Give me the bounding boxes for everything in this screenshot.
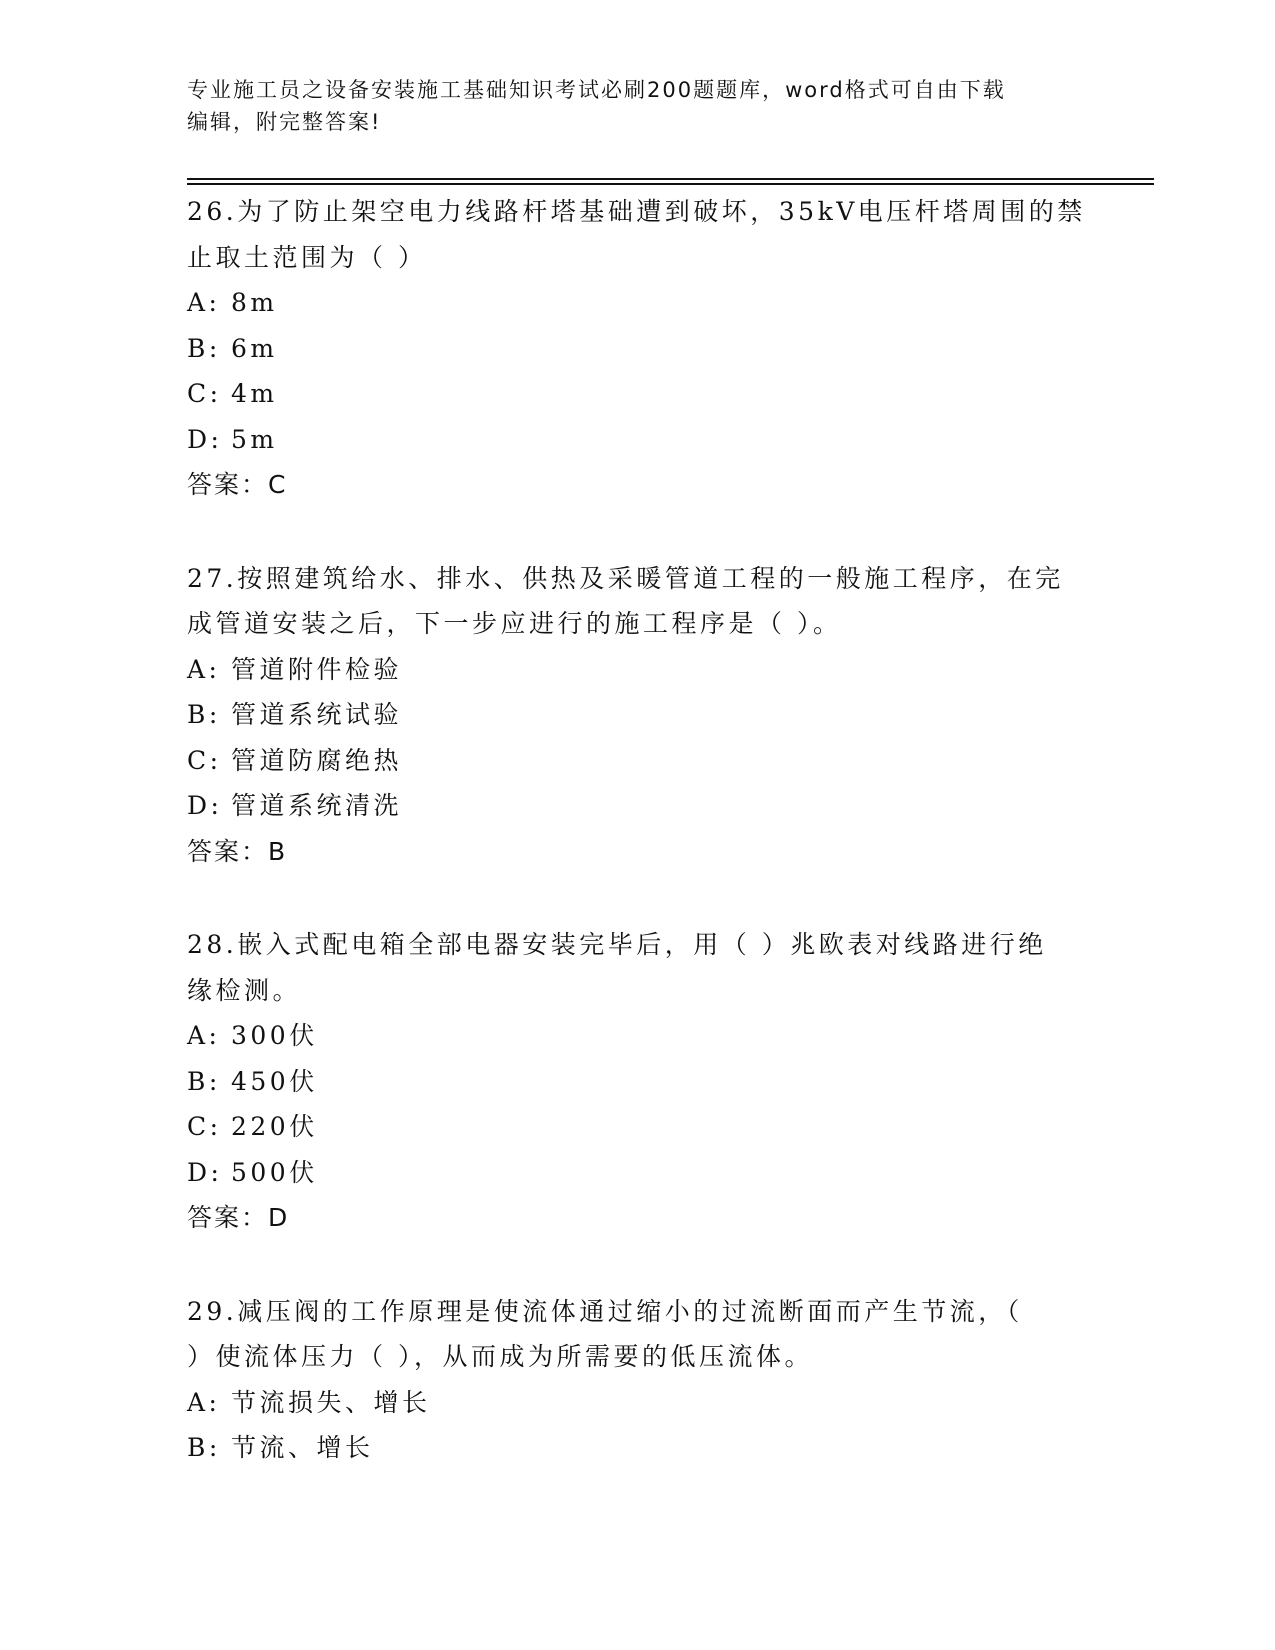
question-26 [187,189,1097,508]
option-letter: A: [187,1387,221,1417]
option-b [187,1059,1097,1105]
header-divider-bottom [187,183,1154,185]
header-divider-top [187,178,1154,180]
option-letter: B: [187,1433,221,1462]
stem-line-1: 26.为了防止架空电力线路杆塔基础遭到破坏，35kV电压杆塔周围的禁 [187,197,1086,226]
option-letter: D: [187,424,223,454]
option-text: 6m [231,333,278,363]
option-letter: B: [187,1066,221,1096]
option-a [187,1013,1097,1059]
option-c [187,738,1097,784]
option-text: 管道系统清洗 [231,791,403,820]
answer-line: 答案：C [187,470,288,499]
question-29 [187,1289,1097,1471]
option-letter: B: [187,700,221,729]
option-a [187,1380,1097,1426]
header-line-2: 编辑，附完整答案! [187,110,382,134]
header-line-1: 专业施工员之设备安装施工基础知识考试必刷200题题库，word格式可自由下载 [187,78,1006,102]
option-text: 300伏 [231,1021,318,1050]
option-letter: C: [187,379,222,408]
option-text: 4m [231,379,278,408]
stem-line-2: 止取土范围为（ ） [187,242,427,272]
question-28 [187,922,1097,1241]
option-text: 220伏 [231,1112,318,1141]
question-stem [187,556,1097,647]
option-text: 450伏 [231,1066,318,1096]
option-a [187,647,1097,693]
option-a [187,280,1097,326]
option-text: 节流、增长 [231,1433,374,1462]
option-b [187,326,1097,372]
option-d [187,783,1097,829]
option-letter: C: [187,1112,222,1141]
option-letter: B: [187,333,221,363]
question-stem [187,922,1097,1013]
question-stem [187,189,1097,280]
option-c [187,1104,1097,1150]
option-text: 5m [231,424,278,454]
option-c [187,371,1097,417]
option-b [187,1425,1097,1471]
option-text: 节流损失、增长 [231,1387,431,1417]
stem-line-1: 29.减压阀的工作原理是使流体通过缩小的过流断面而产生节流，（ [187,1296,1023,1326]
option-letter: A: [187,1021,221,1050]
stem-line-2: ）使流体压力（ ），从而成为所需要的低压流体。 [187,1342,813,1371]
option-text: 管道附件检验 [231,654,403,684]
question-27 [187,556,1097,875]
option-text: 管道防腐绝热 [231,745,403,775]
option-letter: C: [187,745,222,775]
option-letter: A: [187,654,221,684]
answer-line: 答案：D [187,1203,290,1232]
answer-line: 答案：B [187,836,288,866]
option-d [187,1150,1097,1196]
stem-line-2: 缘检测。 [187,975,302,1005]
option-text: 管道系统试验 [231,700,403,729]
stem-line-1: 28.嵌入式配电箱全部电器安装完毕后，用（ ）兆欧表对线路进行绝 [187,930,1047,959]
question-stem [187,1289,1097,1380]
document-header [187,74,1087,138]
option-text: 500伏 [231,1157,318,1187]
stem-line-2: 成管道安装之后，下一步应进行的施工程序是（ ）。 [187,609,842,638]
option-letter: D: [187,791,223,820]
option-letter: A: [187,288,221,317]
option-d [187,417,1097,463]
stem-line-1: 27.按照建筑给水、排水、供热及采暖管道工程的一般施工程序，在完 [187,563,1064,593]
option-letter: D: [187,1157,223,1187]
option-text: 8m [231,288,278,317]
option-b [187,692,1097,738]
question-list [187,189,1097,1519]
